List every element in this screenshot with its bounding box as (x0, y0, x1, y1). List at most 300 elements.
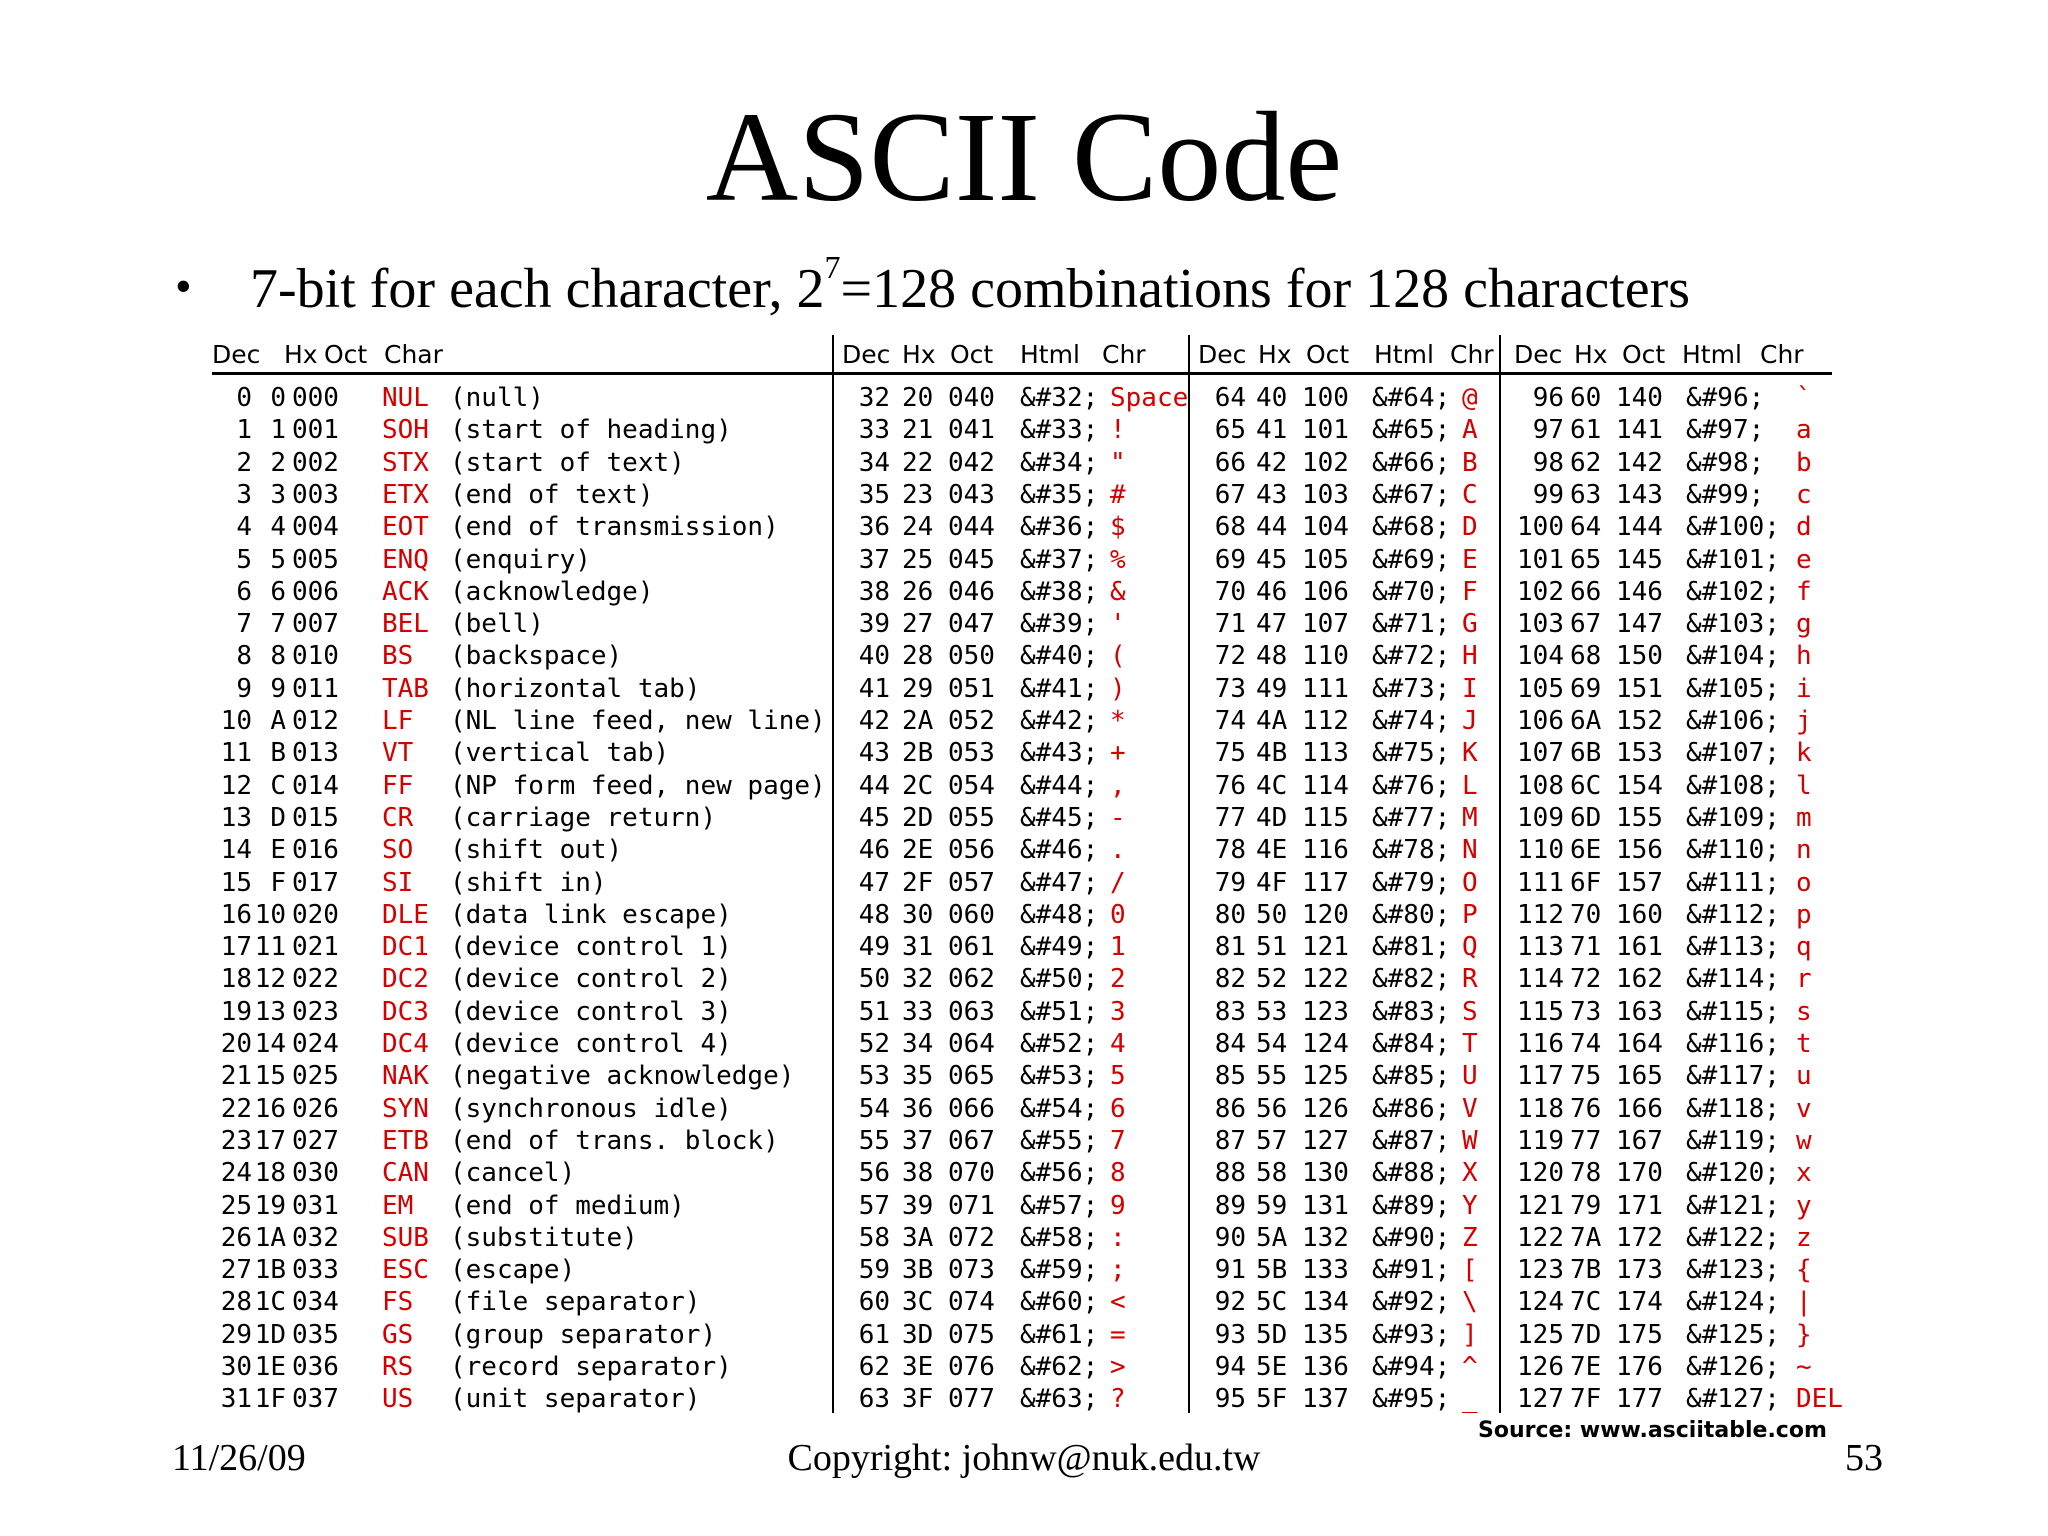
oct-cell: 003 (292, 479, 339, 510)
header-hx: Hx (284, 340, 318, 369)
html-cell: &#60; (1020, 1287, 1099, 1318)
html-cell: &#43; (1020, 738, 1099, 769)
hex-cell: 5C (1256, 1287, 1288, 1318)
table-row (212, 1125, 1854, 1157)
dec-cell: 82 (1214, 964, 1246, 995)
table-row (212, 1319, 1854, 1351)
hex-cell: E (270, 835, 286, 866)
description-cell: (device control 4) (450, 1029, 732, 1059)
hex-cell: 5A (1256, 1222, 1288, 1253)
char-cell: > (1110, 1352, 1126, 1382)
oct-cell: 123 (1302, 996, 1349, 1027)
char-cell: Y (1462, 1190, 1478, 1221)
dec-cell: 45 (858, 802, 890, 833)
oct-cell: 120 (1302, 899, 1349, 930)
dec-cell: 5 (236, 544, 252, 575)
oct-cell: 101 (1302, 415, 1349, 446)
hex-cell: 5 (270, 544, 286, 575)
table-row (212, 1254, 1854, 1286)
hex-cell: 0 (270, 383, 286, 413)
oct-cell: 010 (292, 641, 339, 672)
description-cell: (bell) (450, 609, 544, 640)
html-cell: &#83; (1372, 996, 1451, 1027)
oct-cell: 121 (1302, 932, 1349, 963)
table-row (212, 414, 1854, 446)
char-cell: NUL (382, 383, 429, 413)
html-cell: &#113; (1686, 932, 1780, 963)
dec-cell: 39 (858, 609, 890, 640)
dec-cell: 23 (220, 1125, 252, 1156)
html-cell: &#81; (1372, 932, 1451, 963)
oct-cell: 151 (1616, 673, 1663, 704)
dec-cell: 35 (858, 479, 890, 510)
hex-cell: 20 (902, 383, 934, 413)
dec-cell: 2 (236, 447, 252, 478)
oct-cell: 055 (948, 802, 995, 833)
table-row (212, 1157, 1854, 1189)
dec-cell: 85 (1214, 1061, 1246, 1092)
char-cell: S (1462, 996, 1478, 1027)
oct-cell: 160 (1616, 899, 1663, 930)
char-cell: < (1110, 1287, 1126, 1318)
oct-cell: 070 (948, 1158, 995, 1189)
html-cell: &#84; (1372, 1029, 1451, 1059)
oct-cell: 147 (1616, 609, 1663, 640)
oct-cell: 014 (292, 770, 339, 801)
char-cell: a (1796, 415, 1812, 446)
table-row (212, 1093, 1854, 1125)
hex-cell: 36 (902, 1093, 934, 1124)
dec-cell: 64 (1214, 383, 1246, 413)
hex-cell: 7B (1570, 1255, 1602, 1286)
description-cell: (unit separator) (450, 1384, 701, 1415)
oct-cell: 063 (948, 996, 995, 1027)
char-cell: _ (1462, 1384, 1478, 1415)
oct-cell: 113 (1302, 738, 1349, 769)
description-cell: (device control 3) (450, 996, 732, 1027)
hex-cell: 50 (1256, 899, 1288, 930)
oct-cell: 005 (292, 544, 339, 575)
oct-cell: 140 (1616, 383, 1663, 413)
oct-cell: 025 (292, 1061, 339, 1092)
html-cell: &#127; (1686, 1384, 1780, 1415)
hex-cell: 74 (1570, 1029, 1602, 1059)
hex-cell: 4E (1256, 835, 1288, 866)
dec-cell: 24 (220, 1158, 252, 1189)
dec-cell: 127 (1517, 1384, 1564, 1415)
dec-cell: 75 (1214, 738, 1246, 769)
char-cell: I (1462, 673, 1478, 704)
hex-cell: 2D (902, 802, 934, 833)
dec-cell: 123 (1517, 1255, 1564, 1286)
hex-cell: 3F (902, 1384, 934, 1415)
table-row (212, 544, 1854, 576)
dec-cell: 120 (1517, 1158, 1564, 1189)
html-cell: &#98; (1686, 447, 1765, 478)
hex-cell: 12 (254, 964, 286, 995)
dec-cell: 14 (220, 835, 252, 866)
char-cell: h (1796, 641, 1812, 672)
dec-cell: 91 (1214, 1255, 1246, 1286)
hex-cell: 34 (902, 1029, 934, 1059)
oct-cell: 034 (292, 1287, 339, 1318)
char-cell: 6 (1110, 1093, 1126, 1124)
html-cell: &#117; (1686, 1061, 1780, 1092)
hex-cell: 6F (1570, 867, 1602, 898)
char-cell: N (1462, 835, 1478, 866)
hex-cell: 17 (254, 1125, 286, 1156)
description-cell: (shift in) (450, 867, 607, 898)
char-cell: A (1462, 415, 1478, 446)
html-cell: &#115; (1686, 996, 1780, 1027)
dec-cell: 124 (1517, 1287, 1564, 1318)
oct-cell: 057 (948, 867, 995, 898)
dec-cell: 7 (236, 609, 252, 640)
html-cell: &#40; (1020, 641, 1099, 672)
html-cell: &#34; (1020, 447, 1099, 478)
dec-cell: 103 (1517, 609, 1564, 640)
dec-cell: 59 (858, 1255, 890, 1286)
char-cell: SYN (382, 1093, 429, 1124)
char-cell: L (1462, 770, 1478, 801)
oct-cell: 071 (948, 1190, 995, 1221)
html-cell: &#47; (1020, 867, 1099, 898)
char-cell: D (1462, 512, 1478, 543)
dec-cell: 106 (1517, 706, 1564, 736)
dec-cell: 65 (1214, 415, 1246, 446)
dec-cell: 42 (858, 706, 890, 736)
html-cell: &#51; (1020, 996, 1099, 1027)
html-cell: &#120; (1686, 1158, 1780, 1189)
oct-cell: 174 (1616, 1287, 1663, 1318)
html-cell: &#126; (1686, 1352, 1780, 1382)
char-cell: Z (1462, 1222, 1478, 1253)
oct-cell: 134 (1302, 1287, 1349, 1318)
html-cell: &#92; (1372, 1287, 1451, 1318)
char-cell: r (1796, 964, 1812, 995)
bullet-exponent: 7 (824, 249, 841, 286)
oct-cell: 032 (292, 1222, 339, 1253)
char-cell: k (1796, 738, 1812, 769)
char-cell: VT (382, 738, 414, 769)
html-cell: &#109; (1686, 802, 1780, 833)
dec-cell: 53 (858, 1061, 890, 1092)
description-cell: (NL line feed, new line) (450, 706, 826, 736)
description-cell: (carriage return) (450, 802, 717, 833)
hex-cell: 4F (1256, 867, 1288, 898)
hex-cell: 22 (902, 447, 934, 478)
dec-cell: 89 (1214, 1190, 1246, 1221)
html-cell: &#89; (1372, 1190, 1451, 1221)
char-cell: | (1796, 1287, 1812, 1318)
char-cell: - (1110, 802, 1126, 833)
oct-cell: 146 (1616, 576, 1663, 607)
char-cell: DC1 (382, 932, 429, 963)
dec-cell: 101 (1517, 544, 1564, 575)
html-cell: &#73; (1372, 673, 1451, 704)
char-cell: c (1796, 479, 1812, 510)
description-cell: (group separator) (450, 1319, 717, 1350)
dec-cell: 52 (858, 1029, 890, 1059)
oct-cell: 170 (1616, 1158, 1663, 1189)
hex-cell: 15 (254, 1061, 286, 1092)
hex-cell: 16 (254, 1093, 286, 1124)
html-cell: &#91; (1372, 1255, 1451, 1286)
html-cell: &#76; (1372, 770, 1451, 801)
hex-cell: 75 (1570, 1061, 1602, 1092)
hex-cell: 6B (1570, 738, 1602, 769)
oct-cell: 150 (1616, 641, 1663, 672)
oct-cell: 137 (1302, 1384, 1349, 1415)
dec-cell: 119 (1517, 1125, 1564, 1156)
oct-cell: 154 (1616, 770, 1663, 801)
oct-cell: 064 (948, 1029, 995, 1059)
html-cell: &#48; (1020, 899, 1099, 930)
dec-cell: 50 (858, 964, 890, 995)
html-cell: &#121; (1686, 1190, 1780, 1221)
char-cell: H (1462, 641, 1478, 672)
char-cell: P (1462, 899, 1478, 930)
html-cell: &#74; (1372, 706, 1451, 736)
dec-cell: 90 (1214, 1222, 1246, 1253)
dec-cell: 32 (858, 383, 890, 413)
description-cell: (device control 1) (450, 932, 732, 963)
char-cell: G (1462, 609, 1478, 640)
dec-cell: 84 (1214, 1029, 1246, 1059)
dec-cell: 36 (858, 512, 890, 543)
dec-cell: 100 (1517, 512, 1564, 543)
dec-cell: 126 (1517, 1352, 1564, 1382)
char-cell: GS (382, 1319, 414, 1350)
hex-cell: 30 (902, 899, 934, 930)
table-row (212, 640, 1854, 672)
hex-cell: 31 (902, 932, 934, 963)
oct-cell: 022 (292, 964, 339, 995)
char-cell: SO (382, 835, 414, 866)
hex-cell: 54 (1256, 1029, 1288, 1059)
char-cell: i (1796, 673, 1812, 704)
table-row (212, 899, 1854, 931)
dec-cell: 92 (1214, 1287, 1246, 1318)
oct-cell: 033 (292, 1255, 339, 1286)
slide-title: ASCII Code (705, 86, 1343, 228)
oct-cell: 175 (1616, 1319, 1663, 1350)
oct-cell: 165 (1616, 1061, 1663, 1092)
hex-cell: 67 (1570, 609, 1602, 640)
hex-cell: 79 (1570, 1190, 1602, 1221)
hex-cell: 37 (902, 1125, 934, 1156)
oct-cell: 177 (1616, 1384, 1663, 1415)
char-cell: ESC (382, 1255, 429, 1286)
hex-cell: 60 (1570, 383, 1602, 413)
oct-cell: 102 (1302, 447, 1349, 478)
description-cell: (end of text) (450, 479, 654, 510)
dec-cell: 104 (1517, 641, 1564, 672)
dec-cell: 83 (1214, 996, 1246, 1027)
hex-cell: 64 (1570, 512, 1602, 543)
dec-cell: 66 (1214, 447, 1246, 478)
char-cell: E (1462, 544, 1478, 575)
char-cell: 0 (1110, 899, 1126, 930)
hex-cell: 21 (902, 415, 934, 446)
char-cell: # (1110, 479, 1126, 510)
dec-cell: 19 (220, 996, 252, 1027)
header-html: Html (1020, 340, 1080, 369)
char-cell: J (1462, 706, 1478, 736)
dec-cell: 57 (858, 1190, 890, 1221)
header-oct: Oct (324, 340, 368, 369)
dec-cell: 111 (1517, 867, 1564, 898)
html-cell: &#102; (1686, 576, 1780, 607)
html-cell: &#37; (1020, 544, 1099, 575)
html-cell: &#70; (1372, 576, 1451, 607)
hex-cell: 55 (1256, 1061, 1288, 1092)
dec-cell: 18 (220, 964, 252, 995)
hex-cell: 10 (254, 899, 286, 930)
oct-cell: 110 (1302, 641, 1349, 672)
hex-cell: 1A (254, 1222, 286, 1253)
html-cell: &#122; (1686, 1222, 1780, 1253)
header-rule (212, 372, 1832, 375)
dec-cell: 63 (858, 1384, 890, 1415)
dec-cell: 80 (1214, 899, 1246, 930)
hex-cell: 2B (902, 738, 934, 769)
hex-cell: B (270, 738, 286, 769)
oct-cell: 030 (292, 1158, 339, 1189)
char-cell: @ (1462, 383, 1478, 413)
html-cell: &#104; (1686, 641, 1780, 672)
html-cell: &#101; (1686, 544, 1780, 575)
char-cell: ' (1110, 609, 1126, 640)
dec-cell: 31 (220, 1384, 252, 1415)
dec-cell: 79 (1214, 867, 1246, 898)
oct-cell: 015 (292, 802, 339, 833)
description-cell: (end of transmission) (450, 512, 779, 543)
description-cell: (end of medium) (450, 1190, 685, 1221)
char-cell: Space (1110, 383, 1189, 413)
oct-cell: 077 (948, 1384, 995, 1415)
char-cell: 7 (1110, 1125, 1126, 1156)
dec-cell: 1 (236, 415, 252, 446)
oct-cell: 047 (948, 609, 995, 640)
dec-cell: 99 (1532, 479, 1564, 510)
html-cell: &#44; (1020, 770, 1099, 801)
dec-cell: 11 (220, 738, 252, 769)
hex-cell: 3D (902, 1319, 934, 1350)
oct-cell: 023 (292, 996, 339, 1027)
dec-cell: 3 (236, 479, 252, 510)
bullet-text-end: =128 combinations for 128 characters (840, 258, 1691, 320)
dec-cell: 27 (220, 1255, 252, 1286)
hex-cell: 23 (902, 479, 934, 510)
dec-cell: 68 (1214, 512, 1246, 543)
oct-cell: 016 (292, 835, 339, 866)
hex-cell: 41 (1256, 415, 1288, 446)
table-row (212, 737, 1854, 769)
dec-cell: 58 (858, 1222, 890, 1253)
description-cell: (synchronous idle) (450, 1093, 732, 1124)
html-cell: &#94; (1372, 1352, 1451, 1382)
hex-cell: 2F (902, 867, 934, 898)
char-cell: FS (382, 1287, 414, 1318)
char-cell: ( (1110, 641, 1126, 672)
dec-cell: 117 (1517, 1061, 1564, 1092)
html-cell: &#116; (1686, 1029, 1780, 1059)
html-cell: &#38; (1020, 576, 1099, 607)
html-cell: &#68; (1372, 512, 1451, 543)
oct-cell: 026 (292, 1093, 339, 1124)
char-cell: 9 (1110, 1190, 1126, 1221)
dec-cell: 102 (1517, 576, 1564, 607)
dec-cell: 34 (858, 447, 890, 478)
oct-cell: 050 (948, 641, 995, 672)
html-cell: &#106; (1686, 706, 1780, 736)
char-cell: DC3 (382, 996, 429, 1027)
header-oct: Oct (1306, 340, 1350, 369)
hex-cell: 1 (270, 415, 286, 446)
hex-cell: 27 (902, 609, 934, 640)
dec-cell: 97 (1532, 415, 1564, 446)
html-cell: &#85; (1372, 1061, 1451, 1092)
oct-cell: 126 (1302, 1093, 1349, 1124)
oct-cell: 052 (948, 706, 995, 736)
char-cell: SOH (382, 415, 429, 446)
dec-cell: 69 (1214, 544, 1246, 575)
hex-cell: 1D (254, 1319, 286, 1350)
header-oct: Oct (1622, 340, 1666, 369)
description-cell: (start of text) (450, 447, 685, 478)
hex-cell: 4D (1256, 802, 1288, 833)
html-cell: &#111; (1686, 867, 1780, 898)
oct-cell: 072 (948, 1222, 995, 1253)
char-cell: e (1796, 544, 1812, 575)
char-cell: m (1796, 802, 1812, 833)
header-html: Html (1374, 340, 1434, 369)
html-cell: &#97; (1686, 415, 1765, 446)
char-cell: ? (1110, 1384, 1126, 1415)
hex-cell: 7C (1570, 1287, 1602, 1318)
hex-cell: 1C (254, 1287, 286, 1318)
table-row (212, 673, 1854, 705)
oct-cell: 132 (1302, 1222, 1349, 1253)
page-number: 53 (1845, 1437, 1883, 1479)
oct-cell: 061 (948, 932, 995, 963)
html-cell: &#71; (1372, 609, 1451, 640)
oct-cell: 115 (1302, 802, 1349, 833)
description-cell: (escape) (450, 1255, 576, 1286)
html-cell: &#49; (1020, 932, 1099, 963)
dec-cell: 98 (1532, 447, 1564, 478)
hex-cell: 6D (1570, 802, 1602, 833)
char-cell: C (1462, 479, 1478, 510)
char-cell: ` (1796, 383, 1812, 413)
description-cell: (end of trans. block) (450, 1125, 779, 1156)
hex-cell: 14 (254, 1029, 286, 1059)
table-row (212, 802, 1854, 834)
char-cell: u (1796, 1061, 1812, 1092)
oct-cell: 133 (1302, 1255, 1349, 1286)
hex-cell: 72 (1570, 964, 1602, 995)
hex-cell: 49 (1256, 673, 1288, 704)
source-credit: Source: www.asciitable.com (1478, 1418, 1827, 1443)
hex-cell: 2E (902, 835, 934, 866)
dec-cell: 60 (858, 1287, 890, 1318)
char-cell: * (1110, 706, 1126, 736)
html-cell: &#63; (1020, 1384, 1099, 1415)
oct-cell: 036 (292, 1352, 339, 1382)
char-cell: ) (1110, 673, 1126, 704)
dec-cell: 109 (1517, 802, 1564, 833)
